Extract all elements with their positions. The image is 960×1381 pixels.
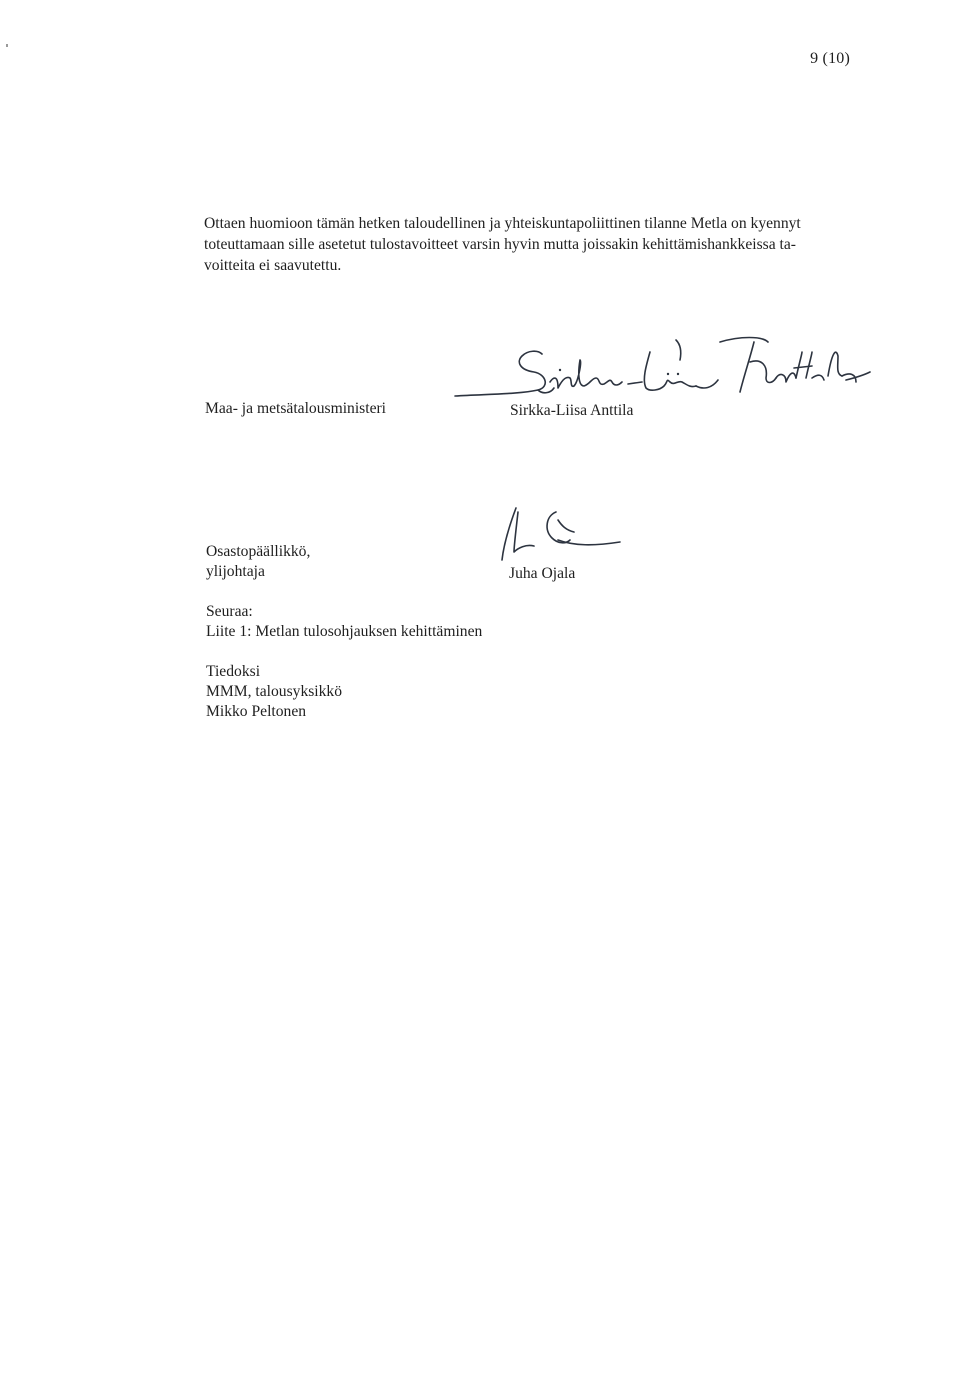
body-paragraph	[204, 213, 860, 276]
signatory-title-director: Osastopäällikkö, ylijohtaja	[206, 543, 311, 580]
distribution-heading: Tiedoksi	[206, 663, 261, 680]
page-number: 9 (10)	[810, 50, 850, 67]
paragraph-line: Ottaen huomioon tämän hetken taloudellinen ja yhteiskuntapoliittinen tilanne Metla on kyennyt	[204, 215, 801, 232]
signatory-name-anttila: Sirkka-Liisa Anttila	[510, 402, 634, 419]
attachments-heading: Seuraa:	[206, 603, 253, 620]
attachments-section	[206, 602, 482, 642]
signatory-title-minister: Maa- ja metsätalousministeri	[205, 400, 387, 417]
signatory-name-ojala: Juha Ojala	[509, 565, 576, 582]
distribution-recipient: Mikko Peltonen	[206, 703, 307, 720]
scan-speck	[6, 44, 8, 47]
paragraph-line: voitteita ei saavutettu.	[204, 257, 342, 274]
paragraph-line: toteuttamaan sille asetetut tulostavoitteet varsin hyvin mutta joissakin kehittämishankkeissa ta-	[204, 236, 796, 253]
signature-anttila	[450, 332, 890, 412]
distribution-recipient: MMM, talousyksikkö	[206, 683, 343, 700]
attachment-item: Liite 1: Metlan tulosohjauksen kehittäminen	[206, 623, 483, 640]
distribution-section	[206, 662, 342, 722]
signature-ojala	[490, 500, 630, 570]
